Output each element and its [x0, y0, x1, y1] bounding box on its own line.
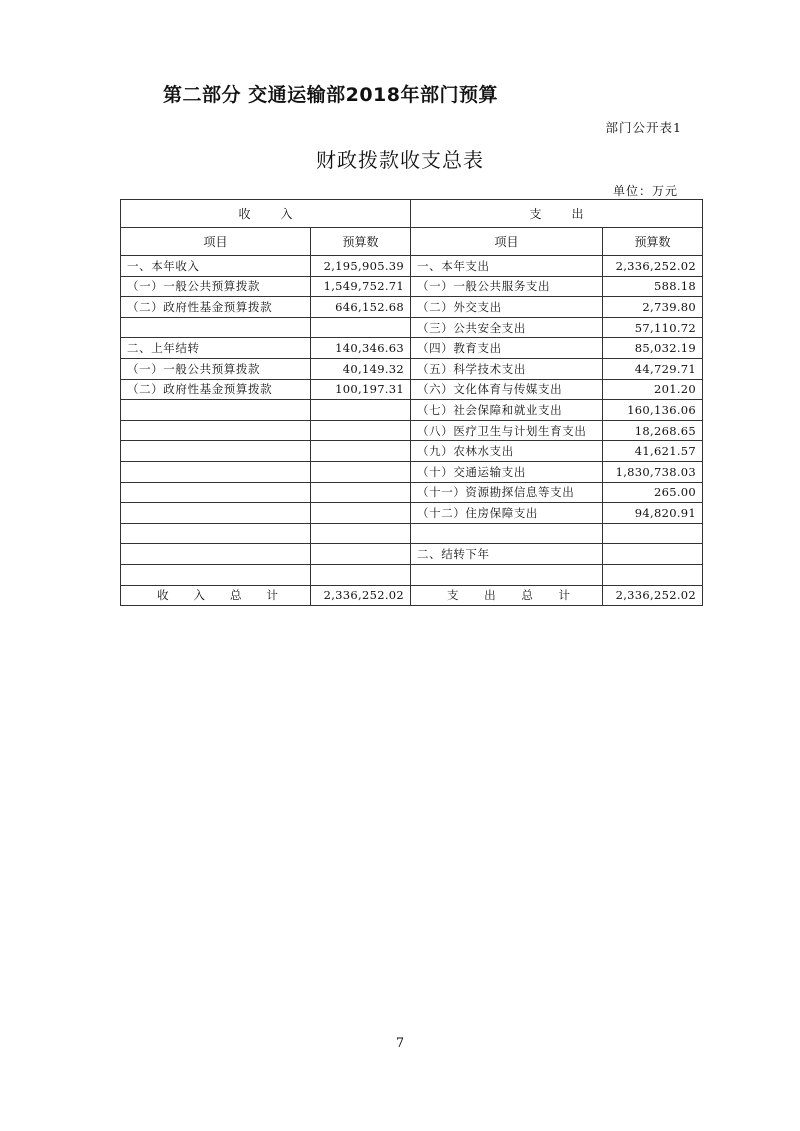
income-item-cell: （一）一般公共预算拨款 — [121, 358, 311, 379]
income-item-cell — [121, 400, 311, 421]
table-row — [121, 297, 703, 318]
expense-amount-cell: 160,136.06 — [603, 400, 703, 421]
expense-amount-cell: 57,110.72 — [603, 317, 703, 338]
income-amount-cell — [311, 461, 411, 482]
table-row — [121, 461, 703, 482]
expense-item-column-header: 项目 — [411, 228, 603, 256]
expense-amount-cell: 588.18 — [603, 276, 703, 297]
table-row — [121, 503, 703, 524]
income-total-amount: 2,336,252.02 — [311, 585, 411, 606]
income-item-cell: 一、本年收入 — [121, 256, 311, 277]
expense-amount-cell: 18,268.65 — [603, 420, 703, 441]
income-item-cell — [121, 544, 311, 565]
unit-label: 单位：万元 — [612, 184, 678, 198]
income-item-cell: （二）政府性基金预算拨款 — [121, 379, 311, 400]
expense-amount-cell: 265.00 — [603, 482, 703, 503]
table-row — [121, 276, 703, 297]
budget-table-body — [121, 256, 703, 586]
expense-amount-cell — [603, 544, 703, 565]
income-item-cell — [121, 523, 311, 544]
page-number: 7 — [395, 1036, 405, 1051]
expense-amount-cell — [603, 564, 703, 585]
expense-total-label — [411, 585, 603, 606]
expense-item-cell: （一）一般公共服务支出 — [411, 276, 603, 297]
income-item-cell — [121, 317, 311, 338]
income-total-char: 计 — [266, 588, 278, 603]
expense-item-cell: 二、结转下年 — [411, 544, 603, 565]
income-item-cell — [121, 420, 311, 441]
expense-item-cell: （三）公共安全支出 — [411, 317, 603, 338]
expense-amount-cell: 94,820.91 — [603, 503, 703, 524]
table-row — [121, 564, 703, 585]
expense-amount-cell: 201.20 — [603, 379, 703, 400]
table-row — [121, 256, 703, 277]
income-section-header: 收入 — [121, 200, 411, 228]
expense-item-cell: （八）医疗卫生与计划生育支出 — [411, 420, 603, 441]
expense-item-cell — [411, 523, 603, 544]
table-row — [121, 482, 703, 503]
expense-item-cell: （四）教育支出 — [411, 338, 603, 359]
income-amount-cell — [311, 523, 411, 544]
income-amount-cell: 100,197.31 — [311, 379, 411, 400]
income-item-cell — [121, 482, 311, 503]
expense-item-cell: （七）社会保障和就业支出 — [411, 400, 603, 421]
table-row — [121, 420, 703, 441]
expense-item-cell: （九）农林水支出 — [411, 441, 603, 462]
expense-amount-cell: 41,621.57 — [603, 441, 703, 462]
table-row — [121, 317, 703, 338]
income-amount-cell: 140,346.63 — [311, 338, 411, 359]
expense-item-cell: （十）交通运输支出 — [411, 461, 603, 482]
table-row — [121, 523, 703, 544]
expense-item-cell: 一、本年支出 — [411, 256, 603, 277]
income-total-char: 收 — [157, 588, 169, 603]
income-total-char: 总 — [230, 588, 242, 603]
table-row — [121, 400, 703, 421]
budget-table — [120, 199, 703, 606]
income-item-cell — [121, 441, 311, 462]
table-number: 部门公开表1 — [605, 120, 682, 135]
income-amount-cell — [311, 441, 411, 462]
expense-amount-cell: 2,336,252.02 — [603, 256, 703, 277]
income-total-label — [121, 585, 311, 606]
income-item-cell — [121, 461, 311, 482]
expense-total-amount: 2,336,252.02 — [603, 585, 703, 606]
total-row — [121, 585, 703, 606]
expense-item-cell: （十二）住房保障支出 — [411, 503, 603, 524]
page-heading: 第二部分 交通运输部2018年部门预算 — [163, 84, 498, 106]
income-item-cell: （二）政府性基金预算拨款 — [121, 297, 311, 318]
income-amount-cell: 646,152.68 — [311, 297, 411, 318]
income-amount-cell: 40,149.32 — [311, 358, 411, 379]
income-amount-cell — [311, 400, 411, 421]
table-title: 财政拨款收支总表 — [316, 148, 484, 172]
income-item-cell: 二、上年结转 — [121, 338, 311, 359]
expense-amount-cell: 85,032.19 — [603, 338, 703, 359]
income-item-cell: （一）一般公共预算拨款 — [121, 276, 311, 297]
income-amount-cell — [311, 482, 411, 503]
expense-amount-cell — [603, 523, 703, 544]
expense-total-char: 支 — [447, 588, 459, 603]
expense-item-cell: （六）文化体育与传媒支出 — [411, 379, 603, 400]
income-amount-cell — [311, 420, 411, 441]
income-amount-cell — [311, 503, 411, 524]
income-item-cell — [121, 564, 311, 585]
table-row — [121, 441, 703, 462]
table-row — [121, 379, 703, 400]
income-item-column-header: 项目 — [121, 228, 311, 256]
expense-amount-cell: 1,830,738.03 — [603, 461, 703, 482]
expense-total-char: 计 — [558, 588, 570, 603]
income-total-char: 入 — [193, 588, 205, 603]
income-amount-cell: 2,195,905.39 — [311, 256, 411, 277]
income-amount-cell — [311, 317, 411, 338]
table-row — [121, 544, 703, 565]
table-row — [121, 338, 703, 359]
income-amount-column-header: 预算数 — [311, 228, 411, 256]
expense-section-header: 支出 — [411, 200, 703, 228]
expense-item-cell: （十一）资源勘探信息等支出 — [411, 482, 603, 503]
expense-amount-cell: 44,729.71 — [603, 358, 703, 379]
expense-item-cell: （二）外交支出 — [411, 297, 603, 318]
expense-amount-cell: 2,739.80 — [603, 297, 703, 318]
income-amount-cell — [311, 544, 411, 565]
income-amount-cell: 1,549,752.71 — [311, 276, 411, 297]
expense-total-char: 总 — [521, 588, 533, 603]
income-amount-cell — [311, 564, 411, 585]
table-row — [121, 358, 703, 379]
expense-item-cell — [411, 564, 603, 585]
expense-total-char: 出 — [484, 588, 496, 603]
income-item-cell — [121, 503, 311, 524]
expense-amount-column-header: 预算数 — [603, 228, 703, 256]
expense-item-cell: （五）科学技术支出 — [411, 358, 603, 379]
